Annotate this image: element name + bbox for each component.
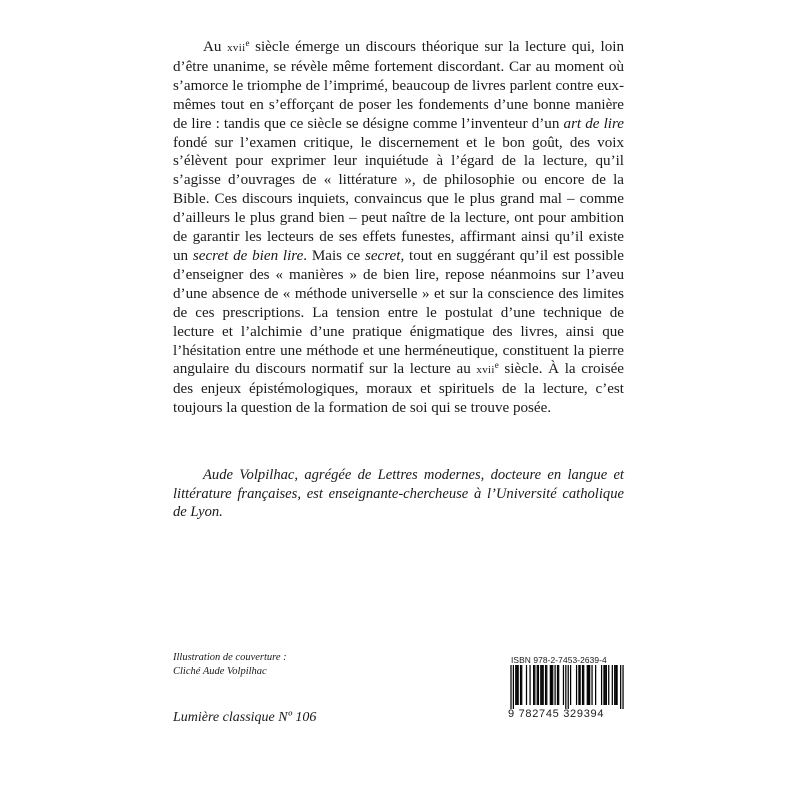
barcode-bar xyxy=(510,665,511,709)
text-run: siècle. À la croisée des enjeux épistémologiques, moraux et spirituels de la lecture, c’est toujours la question de la formation de soi qui se trouve posée. xyxy=(173,361,624,417)
text-run: . Mais ce xyxy=(303,247,365,264)
summary-paragraph xyxy=(173,38,624,418)
barcode-bar xyxy=(595,665,596,705)
italic-phrase-secret-de-bien-lire: secret de bien lire xyxy=(192,247,304,264)
barcode-bar xyxy=(558,665,559,705)
barcode-bar xyxy=(529,665,530,705)
italic-phrase-art-de-lire: art de lire xyxy=(563,115,625,132)
barcode-bar xyxy=(550,665,551,705)
barcode-bar xyxy=(622,665,623,709)
barcode-bar xyxy=(568,665,569,709)
barcode-bar xyxy=(554,665,555,705)
barcode-bar xyxy=(520,665,521,705)
text-run: , tout en suggérant qu’il est possible d’enseigner des « manières » de bien lire, repose néanmoins sur l’aveu d’une absence de « méthode universelle » et sur la conscience des limites de ces prescriptions. La tension entre le postulat d’une technique de lecture et l’alchimie d’une pratique énigmatique des livres, ainsi que l’hésitation entre une méthode et une herméneutique, constituent la pierre angulaire du discours normatif sur la lecture au xyxy=(173,247,624,378)
barcode-bar xyxy=(533,665,534,705)
barcode-bar xyxy=(551,665,552,705)
barcode-bar xyxy=(608,665,609,705)
isbn-barcode xyxy=(508,655,626,720)
barcode-bar xyxy=(606,665,607,705)
summary-text xyxy=(173,38,624,418)
barcode-bar xyxy=(588,665,589,705)
italic-word-secret: secret xyxy=(364,247,401,264)
century-superscript: e xyxy=(245,38,250,48)
collection-name: Lumière classique Nº 106 xyxy=(173,710,317,725)
barcode-bar xyxy=(515,665,516,705)
barcode-bar xyxy=(605,665,606,705)
barcode-bar xyxy=(615,665,616,705)
barcode-bar xyxy=(591,665,592,705)
century-numeral: xvii xyxy=(476,364,495,377)
barcode-bar xyxy=(534,665,535,705)
cover-credit-label: Illustration de couverture : xyxy=(173,652,287,663)
text-run: siècle émerge un discours théorique sur la lecture qui, loin d’être unanime, se révèle même fortement discordant. Car au moment où s’amorce le triomphe de l’imprimé, beaucoup de livres parlent contre eux-mêmes tout en s’efforçant de poser les fondements d’une bonne manière de lire : tandis que ce siècle se désigne comme l’inventeur d’un xyxy=(173,39,624,132)
barcode-bar xyxy=(603,665,604,705)
cover-credit-photographer: Cliché Aude Volpilhac xyxy=(173,666,267,677)
barcode-bar xyxy=(513,665,514,709)
barcode-bar xyxy=(516,665,517,705)
barcode-bar xyxy=(563,665,564,705)
barcode-bar xyxy=(521,665,522,705)
barcode-bar xyxy=(570,665,571,705)
barcode-bar xyxy=(576,665,577,705)
barcode-bar xyxy=(540,665,541,705)
barcode-bar xyxy=(537,665,538,705)
barcode-bar xyxy=(612,665,613,705)
barcode-bar xyxy=(580,665,581,705)
barcode-bar xyxy=(589,665,590,705)
barcode-bar xyxy=(541,665,542,705)
barcode-bar xyxy=(583,665,584,705)
barcode-bar xyxy=(578,665,579,705)
cover-credit xyxy=(173,651,287,679)
barcode-bar xyxy=(582,665,583,705)
author-bio xyxy=(173,466,624,522)
barcode-bar xyxy=(546,665,547,705)
barcode-digits: 9 782745 329394 xyxy=(508,708,605,720)
text-run: Au xyxy=(203,39,228,55)
barcode-bar xyxy=(526,665,527,705)
barcode-bar xyxy=(545,665,546,705)
text-run: fondé sur l’examen critique, le discernement et le bon goût, des voix s’élèvent pour exprimer leur inquiétude à l’égard de la lecture, qu’il s’agisse d’ouvrages de « littérature », de philosophie ou encore de la Bible. Ces discours inquiets, convaincus que le plus grand mal – comme d’ailleurs le plus grand bien – peut naître de la lecture, ont pour ambition de garantir les lecteurs de ses effets funestes, affirmant ainsi qu’il existe un xyxy=(173,134,624,264)
century-numeral: xvii xyxy=(227,42,246,54)
author-bio-text: Aude Volpilhac, agrégée de Lettres modernes, docteure en langue et littérature françaises, est enseignante-chercheuse à l’Université catholique de Lyon. xyxy=(173,467,624,521)
century-superscript: e xyxy=(494,360,499,371)
barcode-bar xyxy=(587,665,588,705)
isbn-label: ISBN 978-2-7453-2639-4 xyxy=(511,655,607,665)
barcode-bar xyxy=(565,665,566,709)
barcode-bar xyxy=(543,665,544,705)
barcode-bar xyxy=(616,665,617,705)
barcode-bar xyxy=(557,665,558,705)
barcode-bar xyxy=(614,665,615,705)
barcode-bar xyxy=(538,665,539,705)
barcode-bars xyxy=(508,665,626,709)
barcode-bar xyxy=(518,665,519,705)
barcode-bar xyxy=(620,665,621,709)
barcode-bar xyxy=(601,665,602,705)
barcode-bar xyxy=(552,665,553,705)
